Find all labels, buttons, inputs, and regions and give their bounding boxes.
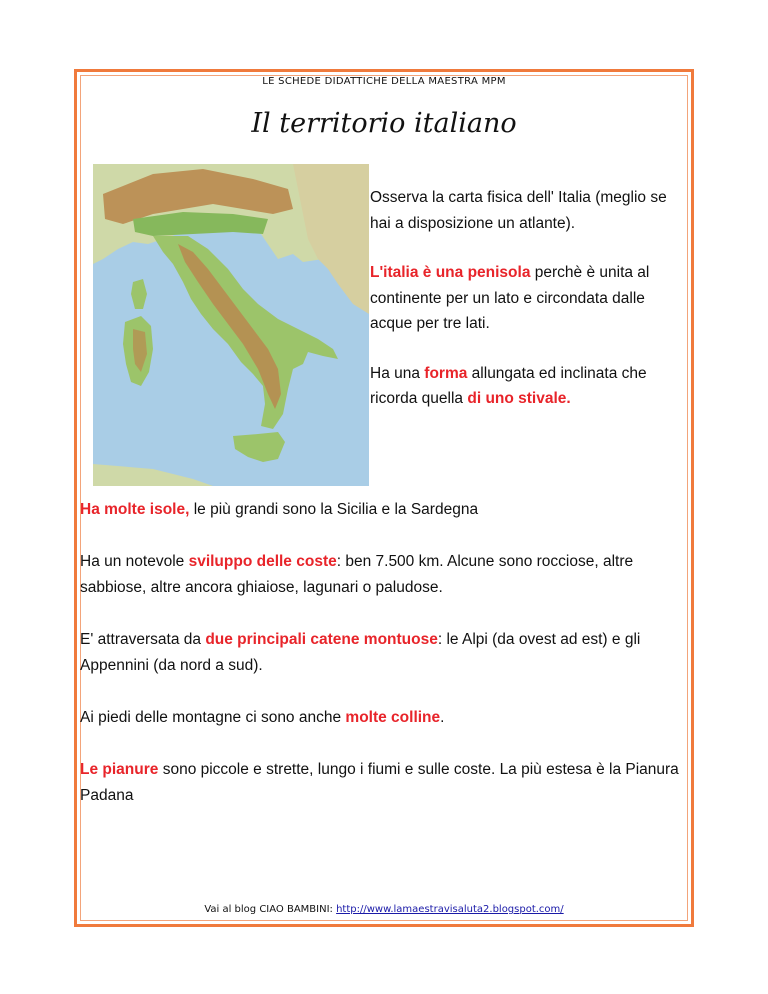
blog-link[interactable]: http://www.lamaestravisaluta2.blogspot.com/ [336, 904, 564, 915]
shape-text-b: allungata ed inclinata che ricorda quella [370, 364, 647, 407]
intro-paragraph-map: Osserva la carta fisica dell' Italia (meglio se hai a disposizione un atlante). [370, 189, 667, 232]
paragraph-islands [80, 497, 680, 523]
mountains-text-a: E' attraversata da [80, 631, 206, 648]
coasts-text-a: Ha un notevole [80, 553, 189, 570]
footer-text: Vai al blog CIAO BAMBINI: [204, 904, 337, 915]
peninsula-text: perchè è unita al continente per un lato e circondata dalle acque per tre lati. [370, 264, 650, 332]
plains-text: sono piccole e strette, lungo i fiumi e sulle coste. La più estesa è la Pianura Padana [80, 761, 679, 804]
page-title: Il territorio italiano [251, 108, 517, 139]
highlight-coasts: sviluppo delle coste [188, 553, 337, 570]
intro-paragraph-peninsula [370, 260, 680, 337]
islands-text: le più grandi sono la Sicilia e la Sardegna [189, 501, 479, 518]
highlight-islands: Ha molte isole, [80, 501, 190, 518]
mountains-text-b: : le Alpi (da ovest ad est) e gli Appennini (da nord a sud). [80, 631, 641, 674]
intro-text [370, 185, 680, 436]
shape-text-a: Ha una [370, 364, 425, 382]
paragraph-coasts [80, 549, 680, 601]
coasts-text-b: : ben 7.500 km. Alcune sono rocciose, altre sabbiose, altre ancora ghiaiose, lagunari o paludose. [80, 553, 634, 596]
highlight-plains: Le pianure [80, 761, 159, 778]
highlight-mountains: due principali catene montuose [205, 631, 438, 648]
highlight-shape: forma [424, 364, 468, 382]
page-footer [0, 904, 768, 915]
highlight-peninsula: L'italia è una penisola [370, 264, 531, 281]
body-text [80, 497, 680, 835]
highlight-boot: di uno stivale. [467, 390, 571, 407]
paragraph-plains [80, 757, 680, 809]
paragraph-mountains [80, 627, 680, 679]
highlight-hills: molte colline [345, 709, 441, 726]
intro-paragraph-shape [370, 361, 680, 412]
page-header: LE SCHEDE DIDATTICHE DELLA MAESTRA MPM [262, 76, 506, 87]
hills-text-b: . [440, 709, 445, 726]
paragraph-hills [80, 705, 680, 731]
italy-physical-map [93, 164, 369, 486]
hills-text-a: Ai piedi delle montagne ci sono anche [80, 709, 346, 726]
